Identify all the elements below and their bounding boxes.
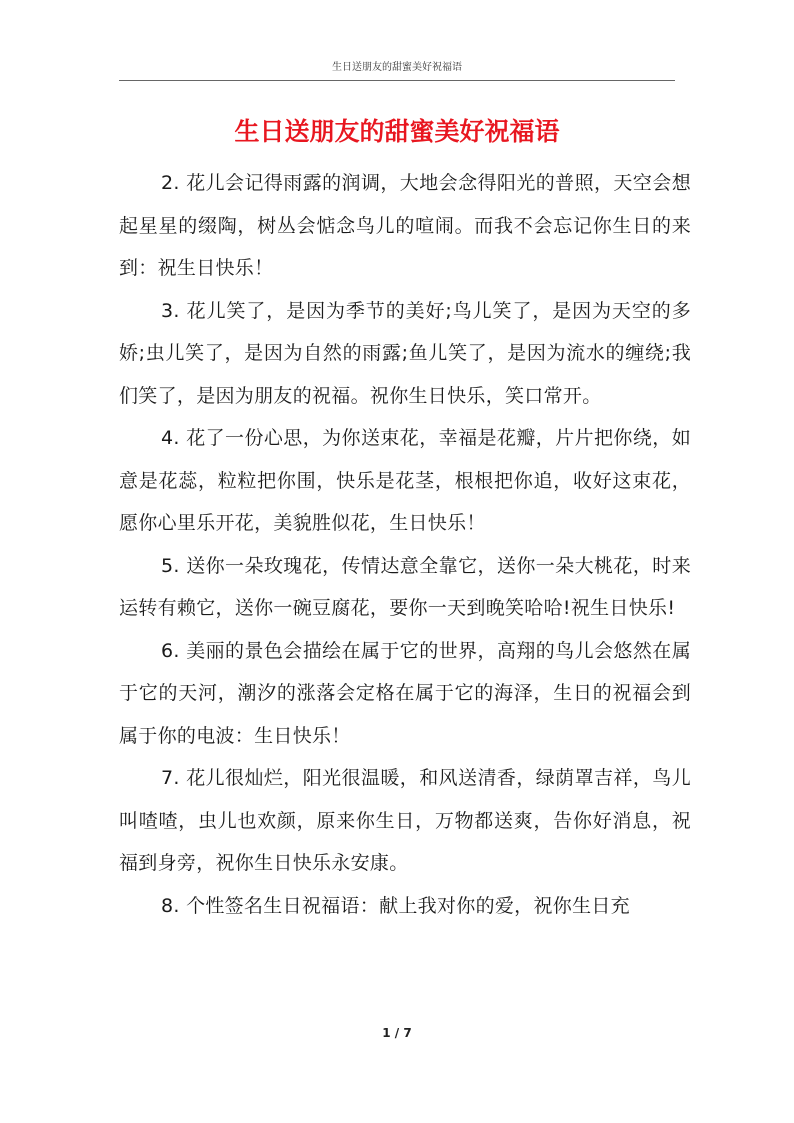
page-number: 1 / 7 [382, 1026, 412, 1040]
document-title: 生日送朋友的甜蜜美好祝福语 [234, 117, 560, 146]
paragraph-6: 6. 美丽的景色会描绘在属于它的世界，高翔的鸟儿会悠然在属于它的天河，潮汐的涨落会定格在属于它的海泽，生日的祝福会到属于你的电波：生日快乐！ [119, 639, 691, 747]
header-divider [119, 80, 675, 81]
paragraph-7: 7. 花儿很灿烂，阳光很温暖，和风送清香，绿荫罩吉祥，鸟儿叫喳喳，虫儿也欢颜，原来你生日，万物都送爽，告你好消息，祝福到身旁，祝你生日快乐永安康。 [119, 767, 691, 874]
paragraph-5: 5. 送你一朵玫瑰花，传情达意全靠它，送你一朵大桃花，时来运转有赖它，送你一碗豆腐花，要你一天到晚笑哈哈!祝生日快乐! [119, 554, 691, 619]
paragraph-2: 2. 花儿会记得雨露的润调，大地会念得阳光的普照，天空会想起星星的缀陶，树丛会惦念鸟儿的喧闹。而我不会忘记你生日的来到：祝生日快乐！ [119, 172, 691, 279]
document-body [119, 162, 691, 927]
running-header: 生日送朋友的甜蜜美好祝福语 [332, 62, 462, 73]
paragraph-4: 4. 花了一份心思，为你送束花，幸福是花瓣，片片把你绕，如意是花蕊，粒粒把你围，快乐是花茎，根根把你追，收好这束花，愿你心里乐开花，美貌胜似花，生日快乐！ [119, 427, 691, 534]
paragraph-3: 3. 花儿笑了，是因为季节的美好;鸟儿笑了，是因为天空的多娇;虫儿笑了，是因为自然的雨露;鱼儿笑了，是因为流水的缠绕;我们笑了，是因为朋友的祝福。祝你生日快乐，笑口常开。 [119, 299, 691, 407]
paragraph-8: 8. 个性签名生日祝福语：献上我对你的爱，祝你生日充 [161, 894, 630, 917]
